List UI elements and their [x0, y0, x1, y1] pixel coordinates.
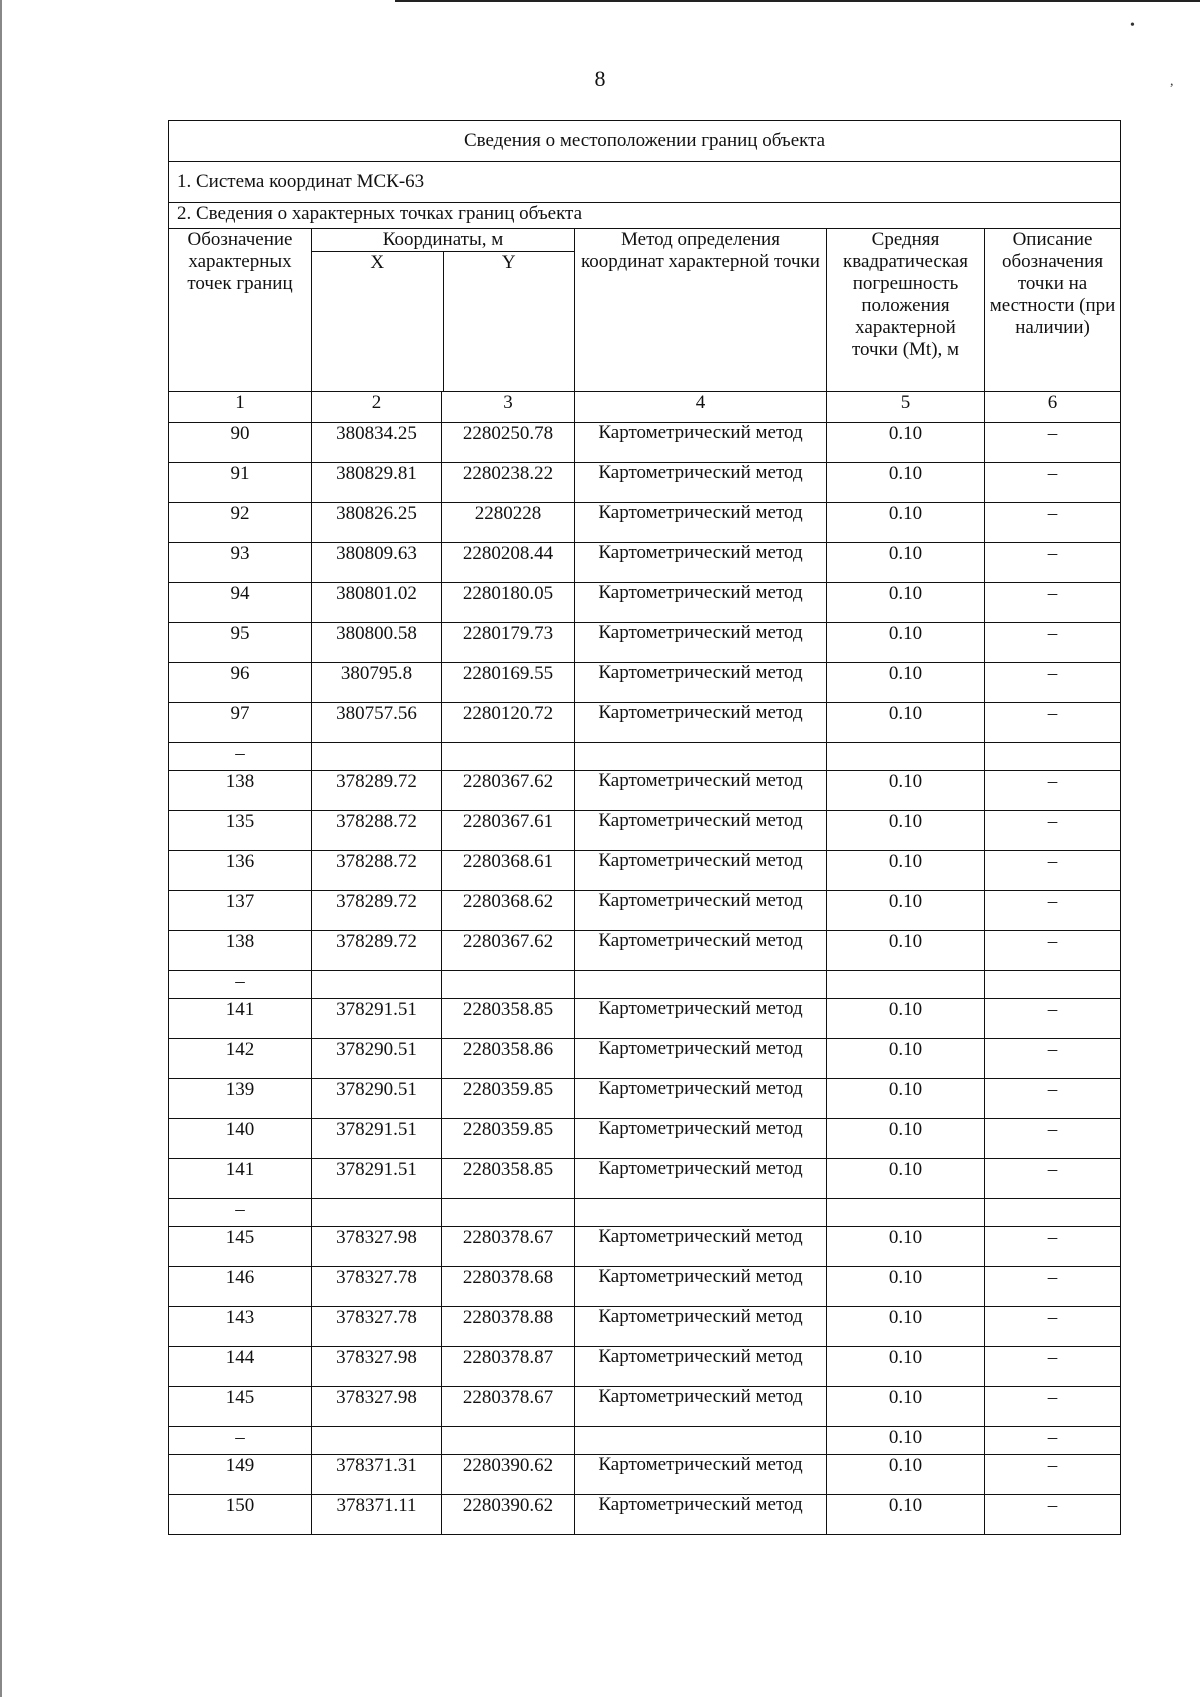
y-coordinate-cell: 2280358.86 — [442, 1038, 575, 1078]
y-coordinate-cell: 2280120.72 — [442, 702, 575, 742]
method-cell — [575, 970, 827, 998]
y-coordinate-cell: 2280378.88 — [442, 1306, 575, 1346]
mean-error-cell: 0.10 — [827, 1038, 985, 1078]
y-coordinate-cell — [442, 970, 575, 998]
x-coordinate-cell: 380809.63 — [312, 542, 442, 582]
scan-edge-top — [395, 0, 1200, 2]
description-cell: – — [985, 542, 1121, 582]
table-row — [169, 1226, 1121, 1266]
method-text: Картометрический метод — [598, 850, 803, 871]
y-coordinate-cell: 2280378.67 — [442, 1226, 575, 1266]
mean-error-cell: 0.10 — [827, 770, 985, 810]
mean-error-cell: 0.10 — [827, 1226, 985, 1266]
method-text: Картометрический метод — [598, 890, 803, 911]
method-cell — [575, 1038, 827, 1078]
x-coordinate-cell: 380757.56 — [312, 702, 442, 742]
method-cell — [575, 850, 827, 890]
point-id-cell: 136 — [169, 850, 312, 890]
point-id-cell: 93 — [169, 542, 312, 582]
table-row — [169, 662, 1121, 702]
description-cell: – — [985, 422, 1121, 462]
point-id-cell: 142 — [169, 1038, 312, 1078]
y-coordinate-cell: 2280378.67 — [442, 1386, 575, 1426]
header-method: Метод определения координат характерной точки — [575, 229, 827, 392]
table-row — [169, 1306, 1121, 1346]
x-coordinate-cell — [312, 1426, 442, 1454]
description-cell: – — [985, 890, 1121, 930]
column-number: 6 — [985, 391, 1121, 422]
point-id-cell: 90 — [169, 422, 312, 462]
method-cell — [575, 1118, 827, 1158]
method-cell — [575, 1226, 827, 1266]
scan-edge-left — [0, 0, 2, 1697]
x-coordinate-cell: 378327.78 — [312, 1266, 442, 1306]
mean-error-cell: 0.10 — [827, 582, 985, 622]
point-id-cell: 150 — [169, 1494, 312, 1534]
header-mean-error: Средняя квадратическая погрешность положения характерной точки (Mt), м — [827, 229, 985, 392]
method-text: Картометрический метод — [598, 1158, 803, 1179]
method-text: Картометрический метод — [598, 582, 803, 603]
column-number: 4 — [575, 391, 827, 422]
y-coordinate-cell: 2280368.62 — [442, 890, 575, 930]
y-coordinate-cell: 2280358.85 — [442, 998, 575, 1038]
header-coordinates-title: Координаты, м — [312, 229, 574, 252]
method-cell — [575, 1078, 827, 1118]
table-row — [169, 702, 1121, 742]
method-text: Картометрический метод — [598, 542, 803, 563]
description-cell: – — [985, 662, 1121, 702]
description-cell: – — [985, 1038, 1121, 1078]
header-description: Описание обозначения точки на местности (при наличии) — [985, 229, 1121, 392]
y-coordinate-cell: 2280367.61 — [442, 810, 575, 850]
point-id-cell: 143 — [169, 1306, 312, 1346]
table-row — [169, 1118, 1121, 1158]
x-coordinate-cell — [312, 1198, 442, 1226]
table-row — [169, 502, 1121, 542]
column-number: 5 — [827, 391, 985, 422]
mean-error-cell: 0.10 — [827, 462, 985, 502]
method-cell — [575, 542, 827, 582]
method-text: Картометрический метод — [598, 1386, 803, 1407]
method-text: Картометрический метод — [598, 702, 803, 723]
description-cell: – — [985, 1346, 1121, 1386]
mean-error-cell — [827, 970, 985, 998]
y-coordinate-cell: 2280208.44 — [442, 542, 575, 582]
method-text: Картометрический метод — [598, 1038, 803, 1059]
separator-row — [169, 742, 1121, 770]
table-row — [169, 1078, 1121, 1118]
description-cell: – — [985, 998, 1121, 1038]
mean-error-cell: 0.10 — [827, 502, 985, 542]
method-text: Картометрический метод — [598, 662, 803, 683]
method-text: Картометрический метод — [598, 502, 803, 523]
mean-error-cell: 0.10 — [827, 998, 985, 1038]
mean-error-cell: 0.10 — [827, 702, 985, 742]
x-coordinate-cell: 380834.25 — [312, 422, 442, 462]
description-cell: – — [985, 502, 1121, 542]
point-id-cell: 91 — [169, 462, 312, 502]
method-cell — [575, 770, 827, 810]
method-cell — [575, 582, 827, 622]
x-coordinate-cell: 378288.72 — [312, 850, 442, 890]
method-cell — [575, 1454, 827, 1494]
table-row — [169, 422, 1121, 462]
point-id-cell: 95 — [169, 622, 312, 662]
method-text: Картометрический метод — [598, 1306, 803, 1327]
y-coordinate-cell: 2280169.55 — [442, 662, 575, 702]
table-row — [169, 542, 1121, 582]
description-cell — [985, 742, 1121, 770]
description-cell: – — [985, 462, 1121, 502]
method-cell — [575, 998, 827, 1038]
method-text: Картометрический метод — [598, 1454, 803, 1475]
method-cell — [575, 662, 827, 702]
method-cell — [575, 930, 827, 970]
y-coordinate-cell: 2280378.87 — [442, 1346, 575, 1386]
description-cell: – — [985, 1078, 1121, 1118]
table-row — [169, 850, 1121, 890]
x-coordinate-cell: 378289.72 — [312, 890, 442, 930]
mean-error-cell: 0.10 — [827, 1386, 985, 1426]
x-coordinate-cell: 378290.51 — [312, 1038, 442, 1078]
description-cell: – — [985, 770, 1121, 810]
table-row — [169, 1038, 1121, 1078]
method-cell — [575, 622, 827, 662]
table-row — [169, 930, 1121, 970]
table-row — [169, 462, 1121, 502]
description-cell — [985, 970, 1121, 998]
point-id-cell: 140 — [169, 1118, 312, 1158]
mean-error-cell: 0.10 — [827, 422, 985, 462]
mean-error-cell: 0.10 — [827, 1158, 985, 1198]
x-coordinate-cell: 378327.98 — [312, 1346, 442, 1386]
point-id-cell: 96 — [169, 662, 312, 702]
description-cell: – — [985, 1454, 1121, 1494]
x-coordinate-cell — [312, 742, 442, 770]
method-cell — [575, 1426, 827, 1454]
description-cell: – — [985, 850, 1121, 890]
description-cell: – — [985, 1118, 1121, 1158]
x-coordinate-cell: 378289.72 — [312, 770, 442, 810]
x-coordinate-cell: 378327.78 — [312, 1306, 442, 1346]
table-row — [169, 890, 1121, 930]
boundary-points-table — [168, 120, 1121, 1535]
method-text: Картометрический метод — [598, 1226, 803, 1247]
x-coordinate-cell: 378288.72 — [312, 810, 442, 850]
point-id-cell: 141 — [169, 1158, 312, 1198]
table-row — [169, 622, 1121, 662]
point-id-cell: 94 — [169, 582, 312, 622]
point-id-cell: 139 — [169, 1078, 312, 1118]
point-id-cell: 146 — [169, 1266, 312, 1306]
description-cell: – — [985, 1306, 1121, 1346]
y-coordinate-cell — [442, 742, 575, 770]
y-coordinate-cell: 2280250.78 — [442, 422, 575, 462]
x-coordinate-cell: 378291.51 — [312, 998, 442, 1038]
description-cell: – — [985, 1226, 1121, 1266]
mean-error-cell: 0.10 — [827, 810, 985, 850]
table-row — [169, 998, 1121, 1038]
method-cell — [575, 1306, 827, 1346]
separator-row — [169, 1198, 1121, 1226]
mean-error-cell: 0.10 — [827, 1426, 985, 1454]
description-cell: – — [985, 1426, 1121, 1454]
method-cell — [575, 1198, 827, 1226]
mean-error-cell: 0.10 — [827, 1346, 985, 1386]
method-cell — [575, 1386, 827, 1426]
y-coordinate-cell: 2280368.61 — [442, 850, 575, 890]
method-text: Картометрический метод — [598, 930, 803, 951]
method-cell — [575, 422, 827, 462]
coordinate-system: 1. Система координат МСК-63 — [169, 162, 1121, 203]
mean-error-cell: 0.10 — [827, 1078, 985, 1118]
y-coordinate-cell: 2280228 — [442, 502, 575, 542]
point-id-cell: 97 — [169, 702, 312, 742]
description-cell: – — [985, 1158, 1121, 1198]
mean-error-cell: 0.10 — [827, 542, 985, 582]
x-coordinate-cell: 378371.31 — [312, 1454, 442, 1494]
mean-error-cell: 0.10 — [827, 622, 985, 662]
method-text: Картометрический метод — [598, 1494, 803, 1515]
point-id-cell: 138 — [169, 770, 312, 810]
column-number: 1 — [169, 391, 312, 422]
table-row — [169, 1494, 1121, 1534]
y-coordinate-cell: 2280358.85 — [442, 1158, 575, 1198]
y-coordinate-cell: 2280359.85 — [442, 1118, 575, 1158]
point-id-cell: – — [169, 970, 312, 998]
section-heading: 2. Сведения о характерных точках границ объекта — [169, 203, 1121, 229]
y-coordinate-cell: 2280390.62 — [442, 1494, 575, 1534]
table-title: Сведения о местоположении границ объекта — [169, 121, 1121, 162]
method-cell — [575, 1346, 827, 1386]
method-text: Картометрический метод — [598, 810, 803, 831]
method-cell — [575, 1158, 827, 1198]
table-row — [169, 582, 1121, 622]
x-coordinate-cell: 380801.02 — [312, 582, 442, 622]
point-id-cell: 144 — [169, 1346, 312, 1386]
mean-error-cell: 0.10 — [827, 662, 985, 702]
x-coordinate-cell: 378327.98 — [312, 1386, 442, 1426]
method-text: Картометрический метод — [598, 998, 803, 1019]
y-coordinate-cell: 2280359.85 — [442, 1078, 575, 1118]
point-id-cell: 137 — [169, 890, 312, 930]
method-cell — [575, 702, 827, 742]
x-coordinate-cell: 378327.98 — [312, 1226, 442, 1266]
method-text: Картометрический метод — [598, 770, 803, 791]
description-cell: – — [985, 810, 1121, 850]
mean-error-cell: 0.10 — [827, 1118, 985, 1158]
separator-row — [169, 970, 1121, 998]
description-cell: – — [985, 930, 1121, 970]
mean-error-cell — [827, 1198, 985, 1226]
y-coordinate-cell: 2280238.22 — [442, 462, 575, 502]
mean-error-cell: 0.10 — [827, 890, 985, 930]
method-cell — [575, 890, 827, 930]
description-cell: – — [985, 1494, 1121, 1534]
point-id-cell: 92 — [169, 502, 312, 542]
mean-error-cell — [827, 742, 985, 770]
method-text: Картометрический метод — [598, 1266, 803, 1287]
x-coordinate-cell: 378289.72 — [312, 930, 442, 970]
description-cell — [985, 1198, 1121, 1226]
point-id-cell: – — [169, 1426, 312, 1454]
x-coordinate-cell: 378371.11 — [312, 1494, 442, 1534]
y-coordinate-cell: 2280367.62 — [442, 930, 575, 970]
method-cell — [575, 1266, 827, 1306]
mean-error-cell: 0.10 — [827, 850, 985, 890]
mean-error-cell: 0.10 — [827, 1306, 985, 1346]
x-coordinate-cell: 380800.58 — [312, 622, 442, 662]
description-cell: – — [985, 702, 1121, 742]
method-text: Картометрический метод — [598, 1346, 803, 1367]
point-id-cell: 138 — [169, 930, 312, 970]
description-cell: – — [985, 1266, 1121, 1306]
table-row — [169, 1346, 1121, 1386]
point-id-cell: – — [169, 1198, 312, 1226]
method-text: Картометрический метод — [598, 1078, 803, 1099]
separator-row — [169, 1426, 1121, 1454]
table-row — [169, 1386, 1121, 1426]
description-cell: – — [985, 582, 1121, 622]
x-coordinate-cell: 378291.51 — [312, 1158, 442, 1198]
mean-error-cell: 0.10 — [827, 930, 985, 970]
header-y: Y — [443, 252, 574, 391]
header-point-designation: Обозначение характерных точек границ — [169, 229, 312, 392]
description-cell: – — [985, 1386, 1121, 1426]
x-coordinate-cell: 380826.25 — [312, 502, 442, 542]
table-row — [169, 1266, 1121, 1306]
table-row — [169, 770, 1121, 810]
y-coordinate-cell: 2280367.62 — [442, 770, 575, 810]
x-coordinate-cell: 380829.81 — [312, 462, 442, 502]
point-id-cell: 145 — [169, 1226, 312, 1266]
page-number: 8 — [594, 66, 606, 91]
column-number: 3 — [442, 391, 575, 422]
header-x: X — [370, 252, 385, 273]
method-cell — [575, 742, 827, 770]
y-coordinate-cell: 2280390.62 — [442, 1454, 575, 1494]
y-coordinate-cell: 2280179.73 — [442, 622, 575, 662]
point-id-cell: 149 — [169, 1454, 312, 1494]
scan-speck: • — [1130, 18, 1135, 33]
y-coordinate-cell — [442, 1426, 575, 1454]
point-id-cell: 145 — [169, 1386, 312, 1426]
point-id-cell: 141 — [169, 998, 312, 1038]
method-text: Картометрический метод — [598, 422, 803, 443]
scan-speck: , — [1170, 74, 1174, 89]
x-coordinate-cell: 380795.8 — [312, 662, 442, 702]
mean-error-cell: 0.10 — [827, 1454, 985, 1494]
method-text: Картометрический метод — [598, 1118, 803, 1139]
table-row — [169, 1158, 1121, 1198]
table-row — [169, 1454, 1121, 1494]
mean-error-cell: 0.10 — [827, 1266, 985, 1306]
header-coordinates — [312, 229, 575, 392]
point-id-cell: 135 — [169, 810, 312, 850]
description-cell: – — [985, 622, 1121, 662]
column-number: 2 — [312, 391, 442, 422]
y-coordinate-cell — [442, 1198, 575, 1226]
method-cell — [575, 1494, 827, 1534]
method-cell — [575, 462, 827, 502]
x-coordinate-cell: 378290.51 — [312, 1078, 442, 1118]
method-text: Картометрический метод — [598, 462, 803, 483]
x-coordinate-cell: 378291.51 — [312, 1118, 442, 1158]
point-id-cell: – — [169, 742, 312, 770]
method-cell — [575, 502, 827, 542]
mean-error-cell: 0.10 — [827, 1494, 985, 1534]
method-text: Картометрический метод — [598, 622, 803, 643]
x-coordinate-cell — [312, 970, 442, 998]
method-cell — [575, 810, 827, 850]
y-coordinate-cell: 2280378.68 — [442, 1266, 575, 1306]
y-coordinate-cell: 2280180.05 — [442, 582, 575, 622]
table-row — [169, 810, 1121, 850]
